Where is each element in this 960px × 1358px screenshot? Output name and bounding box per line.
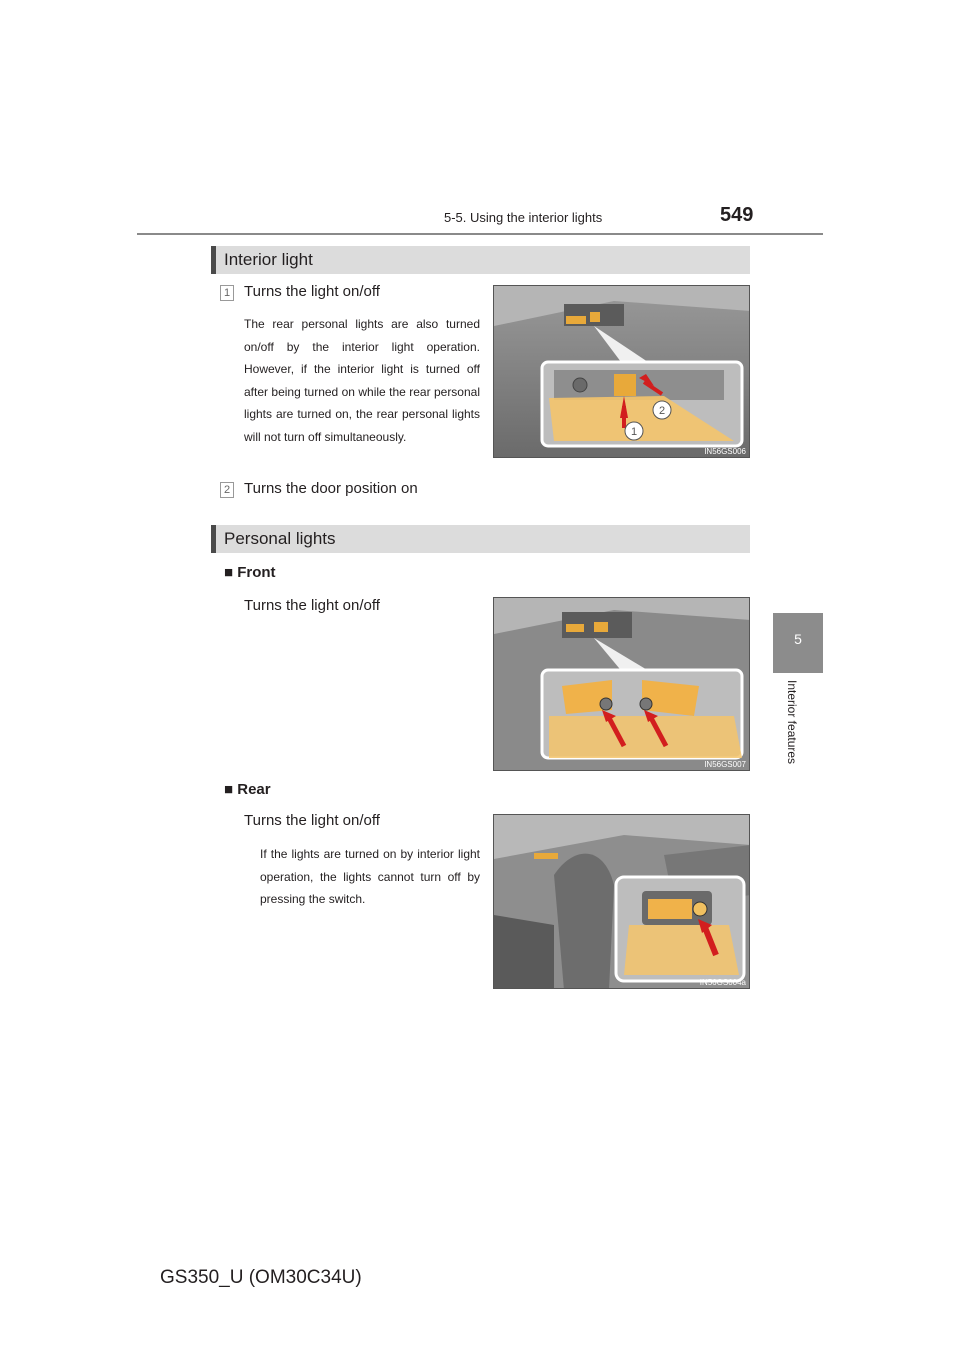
front-label: Front xyxy=(237,564,276,581)
item2-title: Turns the door position on xyxy=(244,480,418,497)
running-header: 5-5. Using the interior lights xyxy=(444,210,603,225)
rear-personal-light-image xyxy=(493,814,750,989)
rear-subheading xyxy=(224,781,271,798)
front-personal-lights-image xyxy=(493,597,750,771)
step-badge-1: 1 xyxy=(220,285,234,301)
chapter-tab xyxy=(773,613,823,673)
page-number: 549 xyxy=(720,204,754,226)
chapter-title: Interior features xyxy=(785,680,799,765)
rear-image-code: IN56GS004a xyxy=(699,978,746,987)
chapter-number: 5 xyxy=(794,631,802,647)
rear-light-illustration xyxy=(494,815,750,989)
item1-title: Turns the light on/off xyxy=(244,283,380,300)
front-image-code: IN56GS007 xyxy=(704,760,746,769)
interior-light-image xyxy=(493,285,750,458)
front-description: Turns the light on/off xyxy=(244,597,380,614)
square-bullet-icon: ■ xyxy=(224,781,234,798)
step-badge-2: 2 xyxy=(220,482,234,498)
square-bullet-icon: ■ xyxy=(224,564,234,581)
rear-note: If the lights are turned on by interior light operation, the lights cannot turn off by pressing the switch. xyxy=(260,847,480,906)
header-rule xyxy=(137,233,823,235)
personal-lights-heading xyxy=(211,525,750,553)
rear-description: Turns the light on/off xyxy=(244,812,380,829)
personal-lights-heading-text: Personal lights xyxy=(224,529,336,548)
front-lights-illustration xyxy=(494,598,750,771)
interior-light-heading-text: Interior light xyxy=(224,250,313,269)
interior-light-illustration xyxy=(494,286,750,458)
interior-light-heading xyxy=(211,246,750,274)
rear-label: Rear xyxy=(237,781,271,798)
front-subheading xyxy=(224,564,276,581)
callout-2: 2 xyxy=(658,405,666,417)
callout-1: 1 xyxy=(630,426,638,438)
chapter-title-vertical xyxy=(779,680,799,785)
item1-description: The rear personal lights are also turned on/off by the interior light operation. However, if the interior light is turned off after being turned on while the rear personal lights are turned on, the rear personal lights will not turn off simultaneously. xyxy=(244,317,480,444)
image-code: IN56GS006 xyxy=(704,447,746,456)
footer-model: GS350_U (OM30C34U) xyxy=(160,1267,362,1288)
